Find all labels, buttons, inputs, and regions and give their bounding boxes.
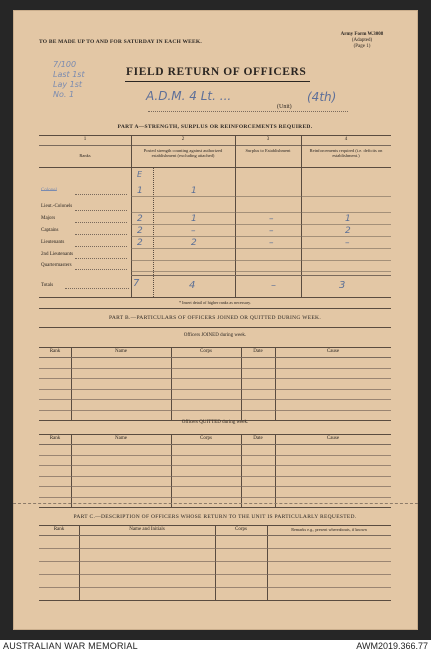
part-b-top-rule [39,327,391,328]
corner-note-line: No. 1 [53,90,75,99]
header-rule [39,535,391,536]
column-divider [79,525,80,600]
row-rule [39,561,391,562]
totals-posted: 4 [189,280,196,291]
totals-label: Totals [41,283,54,288]
made-up-note: TO BE MADE UP TO AND FOR SATURDAY IN EACH WEEK. [39,39,202,45]
surplus-value: – [269,226,274,236]
joined-caption: Officers JOINED during week. [183,333,247,338]
corner-note-line: Last 1st [53,70,85,79]
totals-leader [65,288,129,289]
unit-dotted-line [148,111,348,112]
column-header: Name [115,436,127,441]
rank-leader [75,234,127,235]
header-rule [39,357,391,358]
col-divider [235,135,236,297]
row-rule [39,497,391,498]
unit-handwritten: A.D.M. 4 Lt. ... [146,89,232,103]
col-divider [301,135,302,297]
footer-institution: AUSTRALIAN WAR MEMORIAL [3,641,138,651]
col-header-ranks: Ranks [79,153,91,158]
form-name: Army Form W.3008 [340,32,384,37]
footer-bar [0,640,431,653]
col-divider [131,135,132,297]
corner-handwritten-notes [53,60,85,100]
column-header: Date [253,349,263,354]
column-header: Rank [53,527,65,532]
column-divider [267,525,268,600]
row-rule [131,236,391,237]
column-header: Corps [200,349,212,354]
est-divider [153,167,154,297]
row-rule [131,248,391,249]
col-number: 4 [344,137,348,142]
col-header-posted: Posted strength counting against authorized establishment (excluding attached) [143,148,223,158]
part-a-top-rule [39,135,391,136]
rank-leader [75,246,127,247]
rank-label: Quartermasters [41,263,72,268]
totals-top-rule [131,275,391,276]
totals-reinforcements: 3 [339,280,346,291]
rank-leader [75,194,127,195]
establishment-value: 2 [137,214,143,224]
row-rule [131,260,391,261]
rank-label: Captains [41,228,59,233]
table-bottom-rule [39,600,391,601]
posted-value: – [191,226,196,236]
column-header: Corps [200,436,212,441]
column-header: Name and Initials [129,527,165,532]
part-a-bottom-rule [39,297,391,298]
row-rule [131,271,391,272]
row-rule [39,548,391,549]
col-number: 2 [181,137,185,142]
rank-label: Colonel [41,188,57,193]
row-rule [39,465,391,466]
column-header: Date [253,436,263,441]
column-header: Remarks e.g., present whereabouts, if known [291,527,367,532]
row-rule [39,389,391,390]
rank-label: Lieutenants [41,240,65,245]
row-rule [131,196,391,197]
column-header: Rank [49,436,61,441]
row-rule [39,378,391,379]
establishment-value: 2 [137,238,143,248]
totals-establishment: 7 [133,278,140,289]
column-divider [215,525,216,600]
row-rule [131,224,391,225]
surplus-value: – [269,238,274,248]
part-a-header-rule [39,167,391,168]
part-b-heading: PART B.—PARTICULARS OF OFFICERS JOINED OR QUITTED DURING WEEK. [109,315,321,321]
column-header: Rank [49,349,61,354]
part-a-end-rule [39,308,391,309]
col-number: 3 [266,137,270,142]
column-header: Cause [326,436,340,441]
form-adapted: (Adapted) [351,38,373,43]
row-rule [39,455,391,456]
rank-leader [75,222,127,223]
establishment-value: 2 [137,226,143,236]
form-identifier [329,32,395,50]
fold-line [13,503,418,504]
reinforcement-value: – [345,238,350,248]
corner-note-line: 7/100 [53,60,77,69]
reinforcement-value: 1 [345,214,351,224]
row-rule [39,574,391,575]
form-sheet [13,10,418,630]
part-a-heading: PART A—STRENGTH, SURPLUS OR REINFORCEMENTS REQUIRED. [117,124,313,130]
posted-value: 1 [191,214,197,224]
table-top-rule [39,347,391,348]
part-a-footnote: * Insert detail of higher ranks as necessary. [178,300,252,305]
row-rule [39,410,391,411]
part-a-colnum-rule [39,145,391,146]
header-rule [39,444,391,445]
est-top-mark: E [137,170,143,179]
unit-label: (Unit) [277,104,292,110]
column-header: Name [115,349,127,354]
row-rule [39,486,391,487]
footer-accession: AWM2019.366.77 [356,641,428,651]
form-page: (Page 1) [353,44,371,49]
quitted-caption: Officers QUITTED during week. [181,420,249,425]
posted-value: 1 [191,186,197,196]
row-rule [39,476,391,477]
totals-surplus: – [271,280,276,291]
column-header: Corps [235,527,247,532]
rank-leader [75,258,127,259]
reinforcement-value: 2 [345,226,351,236]
column-header: Cause [326,349,340,354]
row-rule [39,587,391,588]
establishment-value: 1 [137,186,143,196]
rank-label: 2nd Lieutenants [41,252,74,257]
surplus-value: – [269,214,274,224]
posted-value: 2 [191,238,197,248]
rank-leader [75,269,127,270]
col-header-reinforcements: Reinforcements required (i.e. deficits on establishment.) [309,148,383,158]
corner-note-line: Lay 1st [53,80,83,89]
row-rule [131,212,391,213]
rank-label: Majors [41,216,56,221]
form-title: FIELD RETURN OF OFFICERS [126,66,307,78]
part-c-heading: PART C.—DESCRIPTION OF OFFICERS WHOSE RETURN TO THE UNIT IS PARTICULARLY REQUESTED. [73,514,357,520]
table-bottom-rule [39,507,391,508]
row-rule [39,368,391,369]
col-header-surplus: Surplus to Establishment [245,148,291,153]
title-underline [125,81,310,82]
rank-label: Lieut.-Colonels [41,204,73,209]
col-number: 1 [83,137,87,142]
table-top-rule [39,434,391,435]
rank-leader [75,210,127,211]
row-rule [39,399,391,400]
unit-handwritten-suffix: (4th) [307,90,337,104]
